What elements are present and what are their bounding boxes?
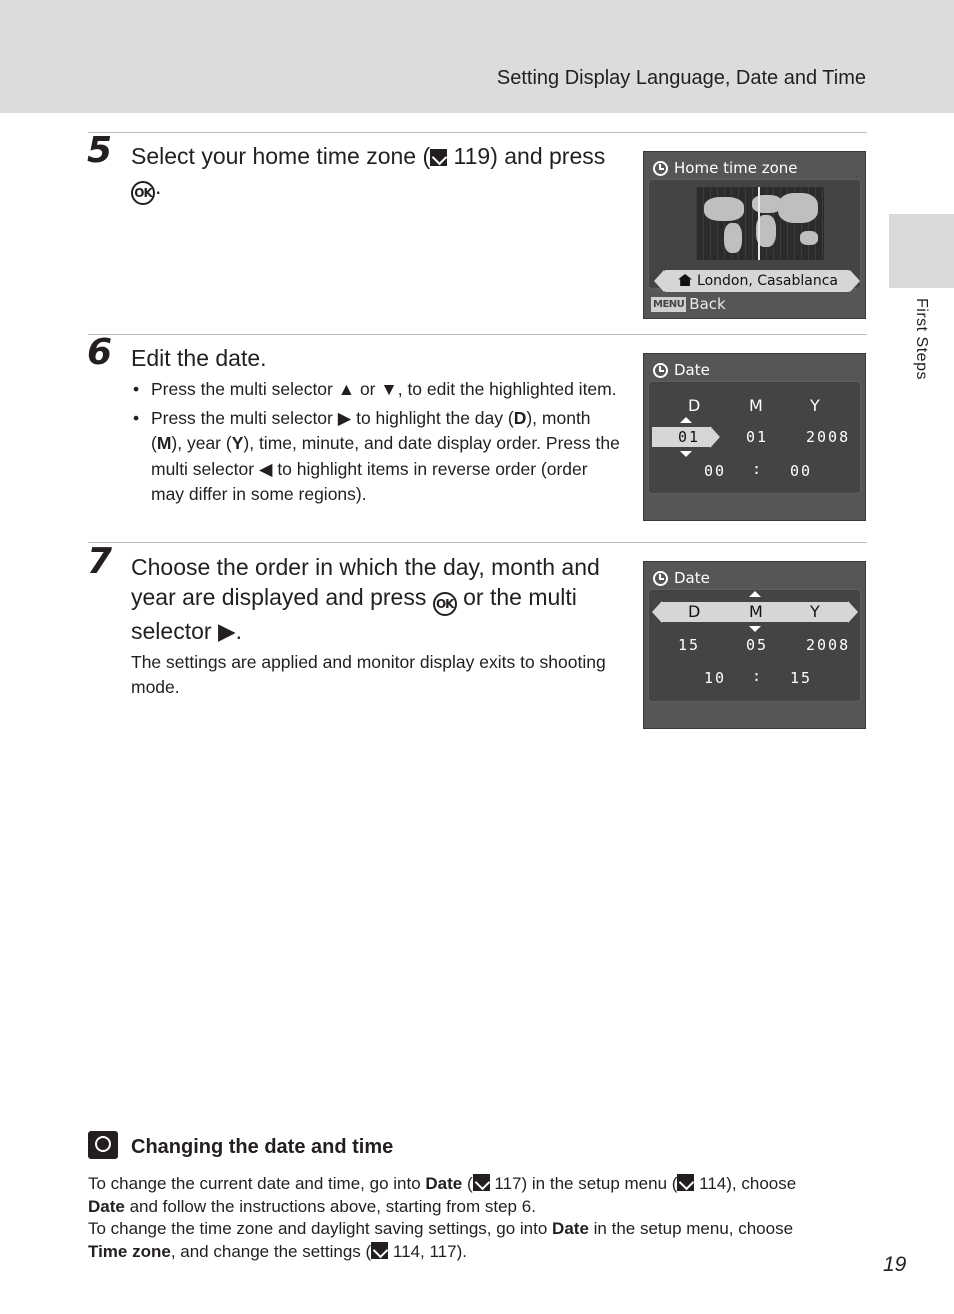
right-arrow-icon: ▶: [217, 618, 236, 644]
menu-icon: MENU: [653, 298, 685, 310]
step-7-title: Choose the order in which the day, month and year are displayed and press OK or the multi selector ▶.: [131, 554, 600, 644]
left-arrow-icon: ◀: [258, 458, 273, 479]
world-map: [696, 187, 824, 260]
clock-icon: [653, 363, 668, 378]
column-day: D: [688, 396, 701, 415]
home-time-zone-screen: [643, 151, 866, 319]
hour-value[interactable]: 00: [704, 462, 727, 480]
step-number-7: 7: [87, 541, 113, 582]
minute-value[interactable]: 00: [790, 462, 813, 480]
step-5-title: Select your home time zone ( 119) and press OK .: [131, 141, 621, 205]
left-arrow-icon: [652, 601, 662, 623]
time-separator: :: [752, 460, 764, 478]
screen-heading: Date: [653, 569, 710, 587]
divider: [88, 132, 867, 133]
up-arrow-icon: [680, 417, 692, 423]
step-6-title: Edit the date.: [131, 345, 267, 371]
step-7-body: The settings are applied and monitor display exits to shooting mode.: [131, 652, 606, 697]
hour-value: 10: [704, 669, 727, 687]
day-value: 15: [678, 636, 701, 654]
list-item: • Press the multi selector ▲ or ▼, to edit the highlighted item.: [131, 377, 621, 403]
step-6-instructions: [131, 377, 621, 511]
date-panel: [648, 381, 861, 494]
up-arrow-icon: [749, 591, 761, 597]
back-hint: MENU Back: [653, 295, 726, 313]
divider: [88, 334, 867, 335]
clock-icon: [653, 161, 668, 176]
column-year: Y: [810, 602, 820, 621]
page-number: 19: [883, 1253, 907, 1276]
column-month: M: [749, 396, 763, 415]
chapter-tab: [889, 214, 954, 288]
right-arrow-icon: [850, 270, 860, 292]
minute-value: 15: [790, 669, 813, 687]
right-arrow-icon: [710, 426, 720, 448]
left-arrow-icon: [654, 270, 664, 292]
column-year: Y: [810, 396, 820, 415]
tip-body: To change the current date and time, go into Date ( 117) in the setup menu ( 114), choose Date and follow the instructions above, starting from step 6. To change the time zone and daylight saving settings, go into Date in the setup menu, choose Time zone, and change the settings ( 114, 117).: [88, 1174, 797, 1261]
up-arrow-icon: ▲: [337, 379, 356, 399]
page-section-title: Setting Display Language, Date and Time: [496, 67, 866, 89]
tip-icon: [88, 1131, 118, 1159]
down-arrow-icon: ▼: [380, 379, 398, 399]
list-item: • Press the multi selector ▶ to highlight the day (D), month (M), year (Y), time, minute, and date display order. Press the multi selector ◀ to highlight items in reverse order (order may differ in some regions).: [131, 406, 621, 508]
day-value[interactable]: 01: [678, 428, 701, 446]
clock-icon: [653, 571, 668, 586]
right-arrow-icon: [848, 601, 858, 623]
month-value[interactable]: 01: [746, 428, 769, 446]
home-icon: [678, 274, 692, 286]
month-value: 05: [746, 636, 769, 654]
screen-heading: Home time zone: [653, 159, 798, 177]
time-separator: :: [752, 667, 764, 685]
date-edit-screen: [643, 353, 866, 521]
year-value[interactable]: 2008: [806, 428, 851, 446]
chapter-tab-label: First Steps: [913, 298, 930, 380]
ok-button-icon: OK: [433, 592, 457, 616]
tip-title: Changing the date and time: [131, 1136, 394, 1158]
date-order-screen: [643, 561, 866, 729]
time-zone-line: [758, 187, 760, 260]
location-selector[interactable]: London, Casablanca: [664, 270, 850, 292]
column-day: D: [688, 602, 701, 621]
step-number-5: 5: [87, 130, 113, 171]
ok-button-icon: OK: [131, 181, 155, 205]
down-arrow-icon: [749, 626, 761, 632]
year-value: 2008: [806, 636, 851, 654]
screen-heading: Date: [653, 361, 710, 379]
step-number-6: 6: [87, 332, 113, 373]
reference-icon: [430, 149, 447, 166]
down-arrow-icon: [680, 451, 692, 457]
date-panel: [648, 589, 861, 702]
reference-icon: [677, 1174, 694, 1191]
column-month: M: [749, 602, 763, 621]
reference-icon: [473, 1174, 490, 1191]
right-arrow-icon: ▶: [337, 407, 352, 428]
reference-icon: [371, 1242, 388, 1259]
header-band: [0, 0, 954, 113]
divider: [88, 542, 867, 543]
